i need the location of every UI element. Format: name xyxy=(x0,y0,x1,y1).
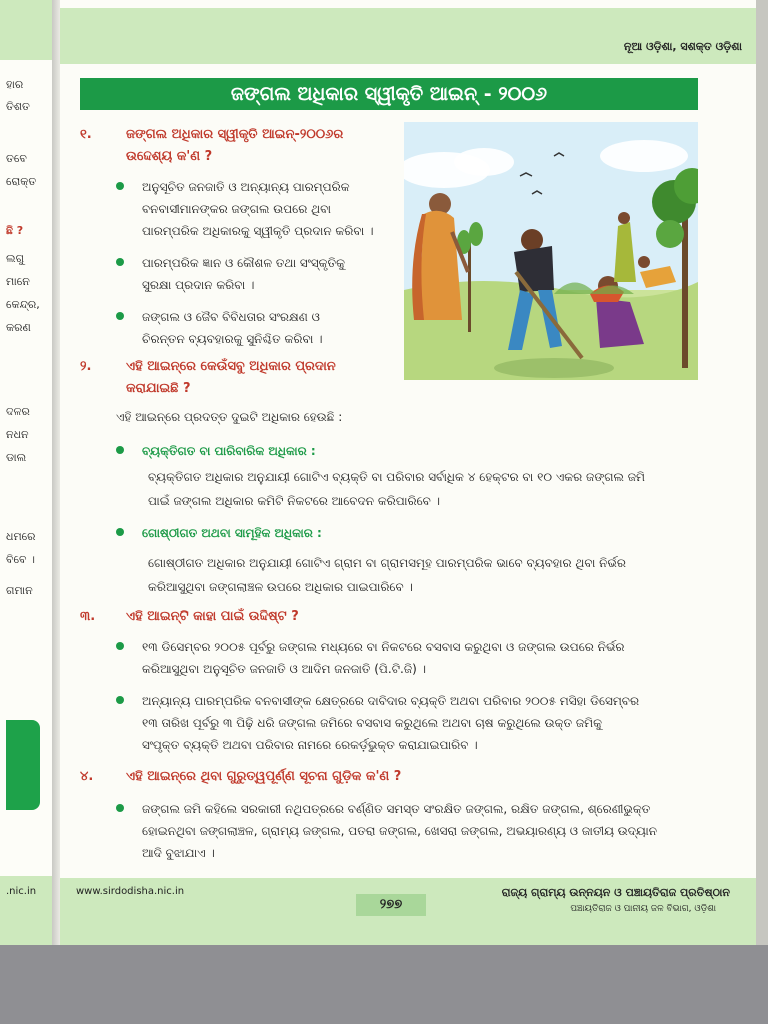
left-fragment: ଧମରେ xyxy=(6,530,36,543)
left-fragment: ନଧନ xyxy=(6,428,29,441)
bullet-line: ଅନ୍ୟାନ୍ୟ ପାରମ୍ପରିକ ବନବାସୀଙ୍କ କ୍ଷେତ୍ରରେ ଦାବିଦାର ବ୍ୟକ୍ତି ଅଥବା ପରିବାର ୨୦୦୫ ମସିହା ଡିସେମ୍ବର xyxy=(142,694,640,708)
left-fragment: ଲଗୁ xyxy=(6,252,25,265)
bullet-dot xyxy=(116,642,124,650)
page-title-text: ଜଙ୍ଗଲ ଅଧିକାର ସ୍ୱୀକୃତି ଆଇନ୍ - ୨୦୦୬ xyxy=(230,83,548,105)
tree-planting-illustration xyxy=(404,122,698,380)
bullet-line: ହୋଇନଥିବା ଜଙ୍ଗଲାଞ୍ଚଳ, ଗ୍ରାମ୍ୟ ଜଙ୍ଗଲ, ପତରା ଜଙ୍ଗଲ, ଖେସରା ଜଙ୍ଗଲ, ଅଭୟାରଣ୍ୟ ଓ ଜାତୀୟ ଉଦ୍ୟାନ xyxy=(142,824,657,838)
left-fragment: ବିବେ । xyxy=(6,553,35,566)
page-number: ୨୭୭ xyxy=(356,894,426,916)
left-page-top-band xyxy=(0,0,58,60)
list-item xyxy=(116,798,706,864)
question-4 xyxy=(80,766,680,788)
bullet-dot xyxy=(116,446,124,454)
bullet-line: ଅନୁସୂଚିତ ଜନଜାତି ଓ ଅନ୍ୟାନ୍ୟ ପାରମ୍ପରିକ xyxy=(142,180,350,194)
section-2-intro: ଏହି ଆଇନ୍‌ରେ ପ୍ରଦତ୍ତ ଦୁଇଟି ଅଧିକାର ହେଉଛି : xyxy=(116,410,343,424)
question-2 xyxy=(80,356,400,400)
left-footer-url-fragment: .nic.in xyxy=(6,886,37,897)
question-line: ଉଦ୍ଦେଶ୍ୟ କ'ଣ ? xyxy=(126,149,213,164)
left-fragment: ତିଶତ xyxy=(6,100,30,113)
left-fragment: କେନ୍ଦ୍ର, xyxy=(6,298,40,311)
bullet-line: ସୁରକ୍ଷା ପ୍ରଦାନ କରିବା । xyxy=(142,278,255,292)
footer-url: www.sirdodisha.nic.in xyxy=(76,886,185,897)
left-fragment: ରୋକ୍ତ xyxy=(6,175,37,188)
scan-background xyxy=(0,945,768,1024)
bullet-line: ବନବାସୀମାନଙ୍କର ଜଙ୍ଗଲ ଉପରେ ଥିବା xyxy=(142,202,331,216)
list-item xyxy=(116,252,406,296)
bullet-dot xyxy=(116,696,124,704)
bullet-dot xyxy=(116,258,124,266)
list-item xyxy=(116,306,406,350)
document-page xyxy=(60,0,756,945)
bullet-line: ଜଙ୍ଗଲ ଓ ଜୈବ ବିବିଧତାର ସଂରକ୍ଷଣ ଓ xyxy=(142,310,320,324)
subsection-heading-community-rights xyxy=(116,522,696,544)
paragraph-line: ପାଇଁ ଜଙ୍ଗଲ ଅଧିକାର କମିଟି ନିକଟରେ ଆବେଦନ କରିପାରିବେ । xyxy=(148,494,440,508)
question-1 xyxy=(80,124,400,168)
paragraph-line: ବ୍ୟକ୍ତିଗତ ଅଧିକାର ଅନୁଯାୟୀ ଗୋଟିଏ ବ୍ୟକ୍ତି ବା ପରିବାର ସର୍ବାଧିକ ୪ ହେକ୍ଟର ବା ୧୦ ଏକର ଜଙ୍ଗଲ ଜମି xyxy=(148,470,646,484)
list-item xyxy=(116,636,706,680)
bullet-line: ୧୩ ଡିସେମ୍ବର ୨୦୦୫ ପୂର୍ବରୁ ଜଙ୍ଗଲ ମଧ୍ୟରେ ବା ନିକଟରେ ବସବାସ କରୁଥିବା ଓ ଜଙ୍ଗଲ ଉପରେ ନିର୍ଭର xyxy=(142,640,625,654)
bullet-dot xyxy=(116,528,124,536)
bullet-line: ଚିରନ୍ତନ ବ୍ୟବହାରକୁ ସୁନିଶ୍ଚିତ କରିବା । xyxy=(142,332,323,346)
left-fragment: ହାର xyxy=(6,78,24,91)
left-fragment: ଛି ? xyxy=(6,224,24,237)
header-band xyxy=(60,8,756,64)
left-fragment: ଦଳର xyxy=(6,405,30,418)
page-title xyxy=(80,78,698,110)
bullet-line: ଆଦି ବୁଝାଯାଏ । xyxy=(142,846,215,860)
question-line: ଏହି ଆଇନ୍‌ରେ ଥିବା ଗୁରୁତ୍ୱପୂର୍ଣ୍ଣ ସୂଚନା ଗୁଡ଼ିକ କ'ଣ ? xyxy=(126,769,402,784)
subsection-heading-text: ଗୋଷ୍ଠୀଗତ ଅଥବା ସାମୂହିକ ଅଧିକାର : xyxy=(142,526,322,540)
paragraph-line: କରିଆସୁଥିବା ଜଙ୍ଗଲାଞ୍ଚଳ ଉପରେ ଅଧିକାର ପାଇପାରିବେ । xyxy=(148,580,413,594)
header-slogan: ନୂଆ ଓଡ଼ିଶା, ସଶକ୍ତ ଓଡ଼ିଶା xyxy=(623,40,742,53)
bullet-dot xyxy=(116,804,124,812)
bullet-line: କରିଆସୁଥିବା ଅନୁସୂଚିତ ଜନଜାତି ଓ ଆଦିମ ଜନଜାତି (ପି.ଟି.ଜି) । xyxy=(142,662,427,676)
bullet-line: ୧୩ ତାରିଖ ପୂର୍ବରୁ ୩ ପିଢ଼ି ଧରି ଜଙ୍ଗଲ ଜମିରେ ବସବାସ କରୁଥିଲେ ଅଥବା ଚାଷ କରୁଥିଲେ ଉକ୍ତ ଜମିକୁ xyxy=(142,716,603,730)
list-item xyxy=(116,176,406,242)
question-number: ୩. xyxy=(80,609,96,624)
left-page-edge xyxy=(0,0,58,945)
footer-department-subline: ପଞ୍ଚାୟତିରାଜ ଓ ପାନୀୟ ଜଳ ବିଭାଗ, ଓଡ଼ିଶା xyxy=(570,904,716,914)
paragraph-line: ଗୋଷ୍ଠୀଗତ ଅଧିକାର ଅନୁଯାୟୀ ଗୋଟିଏ ଗ୍ରାମ ବା ଗ୍ରାମସମୂହ ପାରମ୍ପରିକ ଭାବେ ବ୍ୟବହାର ଥିବା ନିର୍ଭର xyxy=(148,556,626,570)
left-fragment: ମାନେ xyxy=(6,275,30,288)
question-line: ଏହି ଆଇନ୍‌ରେ କେଉଁସବୁ ଅଧିକାର ପ୍ରଦାନ xyxy=(126,359,336,374)
page-right-edge xyxy=(756,0,768,945)
subsection-heading-text: ବ୍ୟକ୍ତିଗତ ବା ପାରିବାରିକ ଅଧିକାର : xyxy=(142,444,316,458)
question-line: ଜଙ୍ଗଲ ଅଧିକାର ସ୍ୱୀକୃତି ଆଇନ୍-୨୦୦୬ର xyxy=(126,127,344,142)
question-line: କରାଯାଇଛି ? xyxy=(126,381,191,396)
question-number: ୧. xyxy=(80,127,92,142)
left-fragment: ତବେ xyxy=(6,152,27,165)
left-fragment: ଗମାନ xyxy=(6,584,33,597)
bullet-line: ସଂପୃକ୍ତ ବ୍ୟକ୍ତି ଅଥବା ପରିବାର ନାମରେ ରେକର୍ଡ଼ଭୁକ୍ତ କରାଯାଇପାରିବ । xyxy=(142,738,478,752)
footer-department-name: ରାଜ୍ୟ ଗ୍ରାମ୍ୟ ଉନ୍ନୟନ ଓ ପଞ୍ଚାୟତିରାଜ ପ୍ରତିଷ୍ଠାନ xyxy=(501,886,730,899)
question-3 xyxy=(80,606,680,628)
bullet-line: ଜଙ୍ଗଲ ଜମି କହିଲେ ସରକାରୀ ନଥିପତ୍ରରେ ବର୍ଣ୍ଣିତ ସମସ୍ତ ସଂରକ୍ଷିତ ଜଙ୍ଗଲ, ରକ୍ଷିତ ଜଙ୍ଗଲ, ଶ୍ରେଣୀଭୁକ୍ତ xyxy=(142,802,651,816)
subsection-heading-individual-rights xyxy=(116,440,696,462)
left-page-green-tab xyxy=(6,720,40,810)
bullet-line: ପାରମ୍ପରିକ ଅଧିକାରକୁ ସ୍ୱୀକୃତି ପ୍ରଦାନ କରିବା । xyxy=(142,224,374,238)
bullet-dot xyxy=(116,312,124,320)
left-fragment: କରଣ xyxy=(6,321,31,334)
question-number: ୨. xyxy=(80,359,92,374)
left-fragment: ଡାଲ xyxy=(6,451,27,464)
question-number: ୪. xyxy=(80,769,94,784)
bullet-line: ପାରମ୍ପରିକ ଜ୍ଞାନ ଓ କୌଶଳ ତଥା ସଂସ୍କୃତିକୁ xyxy=(142,256,345,270)
question-line: ଏହି ଆଇନ୍‌ଟି କାହା ପାଇଁ ଉଦ୍ଦିଷ୍ଟ ? xyxy=(126,609,299,624)
bullet-dot xyxy=(116,182,124,190)
list-item xyxy=(116,690,706,756)
